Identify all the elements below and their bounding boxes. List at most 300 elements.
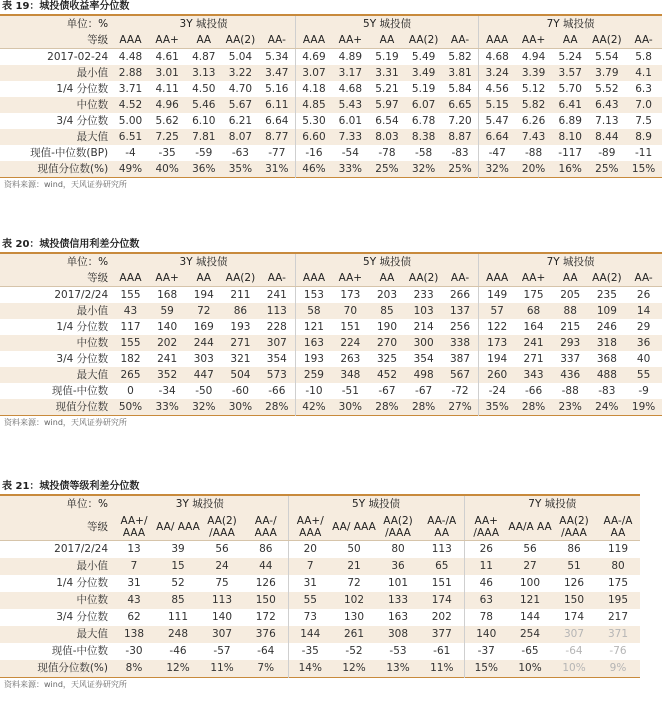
table-cell: 307	[259, 335, 296, 351]
grade-header: AA(2)	[222, 270, 259, 287]
table-row	[0, 49, 662, 66]
table-cell: -53	[389, 645, 407, 657]
table-row	[0, 113, 662, 129]
table21-grade-row	[0, 513, 640, 541]
table-cell: -83	[451, 147, 469, 159]
table-cell: 24	[200, 558, 244, 575]
table-cell: 10%	[508, 660, 552, 678]
table-cell: 6.10	[192, 115, 216, 127]
table-cell: 117	[120, 321, 141, 333]
grade-header: AA	[185, 32, 222, 49]
row-label: 现值-中位数(BP)	[30, 147, 109, 159]
row-label: 最大值	[0, 626, 112, 643]
table-cell: 78	[464, 609, 508, 626]
table-cell: -64	[565, 645, 583, 657]
table-row	[0, 335, 662, 351]
table-row	[0, 609, 640, 626]
grade-header: AAA	[295, 270, 332, 287]
table-cell: 109	[589, 303, 626, 319]
table19	[0, 14, 662, 178]
table-cell: 202	[431, 611, 452, 623]
table-cell: 6.41	[552, 97, 589, 113]
table-cell: 40%	[149, 161, 186, 178]
table-cell: 567	[442, 367, 479, 383]
table-cell: 436	[552, 367, 589, 383]
table-cell: 8.77	[259, 129, 296, 145]
table-cell: 452	[369, 367, 406, 383]
row-label: 1/4 分位数	[56, 577, 108, 589]
table-cell: 387	[450, 353, 471, 365]
table-cell: 203	[376, 289, 397, 301]
table-cell: 5.04	[228, 51, 253, 63]
table-row	[0, 399, 662, 416]
table-cell: 80	[391, 543, 405, 555]
table-cell: 28%	[515, 399, 552, 416]
table-cell: 214	[413, 321, 434, 333]
table-row	[0, 303, 662, 319]
table-cell: 175	[523, 289, 544, 301]
row-label: 2017/2/24	[54, 543, 108, 555]
table-cell: 4.50	[192, 83, 216, 95]
table-cell: 103	[405, 303, 442, 319]
table-cell: 4.61	[155, 51, 179, 63]
table-cell: 338	[442, 335, 479, 351]
table-row	[0, 367, 662, 383]
table-cell: 3.81	[442, 65, 479, 81]
table-cell: 7.13	[595, 115, 619, 127]
table-cell: 256	[450, 321, 471, 333]
table-cell: 174	[420, 592, 464, 609]
table-cell: 122	[479, 319, 516, 335]
table-cell: 337	[560, 353, 581, 365]
table-cell: 7	[288, 558, 332, 575]
table-cell: 172	[255, 611, 276, 623]
table-cell: 30%	[222, 399, 259, 416]
table-cell: 325	[376, 353, 397, 365]
table-cell: 14%	[288, 660, 332, 678]
table-cell: 130	[343, 611, 365, 623]
group-header: 3Y 城投债	[112, 253, 295, 270]
table-cell: 4.68	[479, 49, 516, 66]
table-cell: 28%	[369, 399, 406, 416]
group-header: 7Y 城投债	[479, 253, 662, 270]
table19-source: 资料来源：wind，天风证券研究所	[4, 180, 127, 189]
grade-header: AA+	[515, 32, 552, 49]
table-cell: 263	[340, 353, 361, 365]
grade-header: AAA	[112, 270, 149, 287]
row-label: 3/4 分位数	[56, 353, 109, 365]
table-cell: 85	[369, 303, 406, 319]
table-cell: 31%	[259, 161, 296, 178]
table-cell: 101	[387, 577, 409, 589]
grade-header: AA-	[625, 270, 662, 287]
table-cell: 144	[288, 626, 332, 643]
table-cell: 271	[523, 353, 544, 365]
table-cell: -78	[378, 147, 396, 159]
table-cell: 149	[479, 287, 516, 304]
table-cell: 164	[523, 321, 544, 333]
table-cell: 3.07	[295, 65, 332, 81]
table-cell: 211	[230, 289, 251, 301]
table-row	[0, 319, 662, 335]
table-cell: 7.43	[515, 129, 552, 145]
table-row	[0, 161, 662, 178]
table-cell: 3.39	[515, 65, 552, 81]
row-label: 1/4 分位数	[56, 321, 109, 333]
table-cell: 137	[442, 303, 479, 319]
table-cell: -50	[195, 385, 213, 397]
table21	[0, 494, 640, 678]
table-cell: 376	[244, 626, 288, 643]
table-cell: 25%	[369, 161, 406, 178]
table-cell: -59	[195, 147, 213, 159]
table-cell: 15	[156, 558, 200, 575]
table-cell: 50%	[112, 399, 149, 416]
table-cell: 3.79	[589, 65, 626, 81]
table-cell: 24%	[589, 399, 626, 416]
table-cell: 6.26	[521, 115, 546, 127]
grade-header: AA(2) /AAA	[376, 513, 420, 541]
table-cell: 5.8	[635, 51, 652, 63]
table-cell: 3.01	[149, 65, 186, 81]
table-cell: 121	[508, 592, 552, 609]
table-cell: 173	[479, 335, 516, 351]
table-cell: 11%	[200, 660, 244, 678]
table-cell: 7.20	[448, 115, 472, 127]
table-cell: 4.52	[112, 97, 149, 113]
grade-header: AA+	[515, 270, 552, 287]
table-cell: 30%	[332, 399, 369, 416]
table-row	[0, 660, 640, 678]
table-cell: 235	[596, 289, 617, 301]
grade-header: AA(2) /AAA	[200, 513, 244, 541]
table-cell: 11%	[420, 660, 464, 678]
table-cell: 246	[596, 321, 617, 333]
table-cell: 3.47	[259, 65, 296, 81]
table-cell: 21	[332, 558, 376, 575]
table-cell: 15%	[625, 161, 662, 178]
table-cell: -46	[169, 645, 187, 657]
table-cell: 4.87	[192, 51, 216, 63]
row-label: 现值分位数(%)	[0, 660, 112, 678]
group-header: 7Y 城投债	[479, 15, 662, 32]
table-cell: 80	[596, 558, 640, 575]
row-label: 1/4 分位数	[56, 83, 109, 95]
table-cell: -77	[268, 147, 286, 159]
table-cell: 63	[464, 592, 508, 609]
table-cell: 32%	[479, 161, 516, 178]
table-cell: 4.96	[149, 97, 186, 113]
table-cell: 40	[636, 353, 651, 365]
table-cell: 7	[112, 558, 156, 575]
table-cell: -67	[415, 385, 433, 397]
table-cell: 27%	[442, 399, 479, 416]
table-cell: 121	[295, 319, 332, 335]
table-cell: 4.69	[295, 49, 332, 66]
table-cell: 155	[112, 335, 149, 351]
table-cell: 9%	[596, 660, 640, 678]
table-cell: -89	[598, 147, 616, 159]
table-cell: 5.67	[222, 97, 259, 113]
table-cell: 8.87	[442, 129, 479, 145]
table-cell: 5.19	[411, 83, 436, 95]
table-cell: 43	[112, 303, 149, 319]
table-cell: -16	[295, 145, 332, 161]
table-cell: 26	[636, 289, 651, 301]
table-cell: 498	[405, 367, 442, 383]
table-cell: 119	[607, 543, 629, 555]
table-cell: 202	[149, 335, 186, 351]
table-cell: 6.51	[112, 129, 149, 145]
table19-group-row	[0, 15, 662, 32]
table-cell: 12%	[332, 660, 376, 678]
table-cell: -66	[524, 385, 543, 397]
table-cell: 31	[288, 575, 332, 592]
table-cell: 371	[596, 626, 640, 643]
table-cell: 126	[563, 577, 585, 589]
table-cell: -52	[345, 645, 363, 657]
table-cell: 377	[420, 626, 464, 643]
table-cell: 27	[508, 558, 552, 575]
table19-grade-row	[0, 32, 662, 49]
table-cell: 31	[127, 577, 141, 589]
table-cell: 12%	[156, 660, 200, 678]
row-label: 现值分位数	[0, 399, 112, 416]
grade-header: AA-/ AAA	[244, 513, 288, 541]
table-row	[0, 575, 640, 592]
table-cell: 194	[479, 351, 516, 367]
table-cell: 447	[185, 367, 222, 383]
table-cell: 133	[376, 592, 420, 609]
grade-header: AA/A AA	[508, 513, 552, 541]
table-cell: -10	[295, 383, 332, 399]
table-cell: 15%	[464, 660, 508, 678]
table-cell: 42%	[295, 399, 332, 416]
table-cell: 300	[405, 335, 442, 351]
table-cell: -72	[451, 385, 469, 397]
table21-group-row	[0, 495, 640, 513]
grade-header: AA	[369, 32, 406, 49]
table-cell: 46	[464, 575, 508, 592]
table-cell: 10%	[552, 660, 596, 678]
table-cell: 368	[596, 353, 617, 365]
grade-header: AA(2)	[222, 32, 259, 49]
table-cell: 260	[479, 367, 516, 383]
grade-header: AA	[552, 270, 589, 287]
table-row	[0, 643, 640, 660]
table-cell: 293	[552, 335, 589, 351]
table-row	[0, 145, 662, 161]
row-label: 现值-中位数	[51, 385, 109, 397]
table-cell: 193	[295, 351, 332, 367]
table-cell: -60	[231, 385, 249, 397]
table-cell: 6.11	[259, 97, 296, 113]
row-label: 3/4 分位数	[56, 611, 108, 623]
table-cell: 573	[259, 367, 296, 383]
table-cell: 7.25	[149, 129, 186, 145]
table-cell: 224	[332, 335, 369, 351]
table-cell: -88	[561, 385, 579, 397]
table-cell: 26	[464, 541, 508, 559]
table-cell: 100	[519, 577, 541, 589]
grade-header: AAA	[479, 32, 516, 49]
grade-header: AA(2) /AAA	[552, 513, 596, 541]
table-cell: 72	[185, 303, 222, 319]
grade-header: AA(2)	[405, 270, 442, 287]
grade-header: AA(2)	[589, 32, 626, 49]
table-cell: 504	[222, 367, 259, 383]
table-cell: 6.01	[338, 115, 363, 127]
table-cell: 5.70	[558, 83, 582, 95]
table-cell: 265	[112, 367, 149, 383]
table-cell: 20	[288, 541, 332, 559]
table-cell: 72	[347, 577, 361, 589]
table-cell: 205	[560, 289, 581, 301]
table-cell: 28%	[405, 399, 442, 416]
table-cell: -47	[479, 145, 516, 161]
table-cell: 4.48	[118, 51, 143, 63]
table-cell: -63	[231, 147, 249, 159]
grade-header: AA+	[332, 270, 369, 287]
table-cell: 52	[171, 577, 185, 589]
table-cell: 75	[215, 577, 229, 589]
table-cell: -83	[598, 385, 616, 397]
table-cell: 5.47	[479, 113, 516, 129]
grade-header: AA-	[442, 32, 479, 49]
table-cell: 6.21	[228, 115, 253, 127]
row-label: 最大值	[0, 367, 112, 383]
table-cell: 36	[625, 335, 662, 351]
table21-title: 表 21：城投债等级利差分位数	[2, 481, 140, 492]
table-cell: 6.43	[589, 97, 626, 113]
table-cell: 6.65	[442, 97, 479, 113]
table21-source: 资料来源：wind，天风证券研究所	[4, 680, 127, 689]
table-cell: 19%	[625, 399, 662, 416]
table-cell: 43	[112, 592, 156, 609]
table-cell: 343	[515, 367, 552, 383]
table-cell: 25%	[589, 161, 626, 178]
table-cell: 86	[567, 543, 581, 555]
table-cell: 8%	[112, 660, 156, 678]
table-cell: 86	[222, 303, 259, 319]
table-cell: 8.9	[625, 129, 662, 145]
table-row	[0, 383, 662, 399]
table-cell: 195	[596, 592, 640, 609]
table-cell: 241	[157, 353, 178, 365]
table-cell: 5.82	[448, 51, 472, 63]
table-cell: 4.56	[479, 81, 516, 97]
table-cell: -76	[609, 645, 627, 657]
row-label: 中位数	[0, 97, 112, 113]
table-cell: 58	[295, 303, 332, 319]
table-cell: 6.64	[265, 115, 289, 127]
table-cell: 241	[515, 335, 552, 351]
grade-header: AA(2)	[405, 32, 442, 49]
grade-header: AA-/A AA	[596, 513, 640, 541]
table-cell: 307	[200, 626, 244, 643]
group-header: 5Y 城投债	[295, 253, 478, 270]
table-cell: 190	[376, 321, 397, 333]
table-cell: 5.34	[265, 51, 289, 63]
table-cell: 56	[215, 543, 229, 555]
table-cell: -67	[378, 385, 396, 397]
grade-header: AA	[552, 32, 589, 49]
row-label: 最大值	[0, 129, 112, 145]
table-cell: 233	[413, 289, 434, 301]
table-cell: 28%	[259, 399, 296, 416]
table-cell: 36	[376, 558, 420, 575]
table-cell: 215	[560, 321, 581, 333]
table-cell: 228	[266, 321, 287, 333]
table-cell: -57	[213, 645, 231, 657]
table-cell: 113	[431, 543, 452, 555]
table-cell: 5.21	[375, 83, 399, 95]
table-cell: 7.0	[625, 97, 662, 113]
table20	[0, 252, 662, 416]
table-cell: 150	[552, 592, 596, 609]
table-cell: 173	[340, 289, 361, 301]
table-row	[0, 351, 662, 367]
table-cell: -66	[268, 385, 286, 397]
table-cell: 20%	[515, 161, 552, 178]
row-label: 最小值	[0, 558, 112, 575]
table-cell: 321	[230, 353, 251, 365]
table-cell: 5.46	[185, 97, 222, 113]
row-label: 中位数	[0, 592, 112, 609]
grade-header: AA+ /AAA	[464, 513, 508, 541]
table-cell: 244	[185, 335, 222, 351]
table-cell: 59	[149, 303, 186, 319]
table-cell: 168	[157, 289, 178, 301]
table-cell: 55	[625, 367, 662, 383]
row-label: 2017-02-24	[47, 51, 109, 63]
table-cell: 113	[259, 303, 296, 319]
table-cell: 36%	[185, 161, 222, 178]
table-cell: 4.68	[338, 83, 363, 95]
row-label: 现值分位数(%)	[0, 161, 112, 178]
group-header: 5Y 城投债	[288, 495, 464, 513]
grade-header: AA+	[149, 270, 186, 287]
table-cell: 32%	[185, 399, 222, 416]
grade-header: AA/ AAA	[332, 513, 376, 541]
table-cell: -34	[158, 385, 176, 397]
row-label: 2017/2/24	[54, 289, 109, 301]
table-cell: 6.07	[405, 97, 442, 113]
table-cell: 5.97	[369, 97, 406, 113]
table-cell: 0	[127, 385, 134, 397]
table-cell: 155	[120, 289, 141, 301]
table-cell: -9	[638, 385, 649, 397]
table-cell: -117	[558, 147, 583, 159]
table-cell: 140	[157, 321, 178, 333]
table20-section	[0, 238, 656, 430]
table-cell: 3.57	[552, 65, 589, 81]
table-cell: 193	[230, 321, 251, 333]
grade-label: 等级	[0, 513, 112, 541]
grade-header: AA+/ AAA	[112, 513, 156, 541]
table-row	[0, 558, 640, 575]
grade-header: AAA	[295, 32, 332, 49]
table-cell: 44	[244, 558, 288, 575]
table-cell: 318	[589, 335, 626, 351]
group-header: 3Y 城投债	[112, 495, 288, 513]
table-cell: 150	[244, 592, 288, 609]
grade-header: AA-	[259, 32, 296, 49]
table-cell: 354	[266, 353, 287, 365]
table-cell: 153	[295, 287, 332, 304]
table-cell: -35	[288, 643, 332, 660]
table-cell: 14	[625, 303, 662, 319]
